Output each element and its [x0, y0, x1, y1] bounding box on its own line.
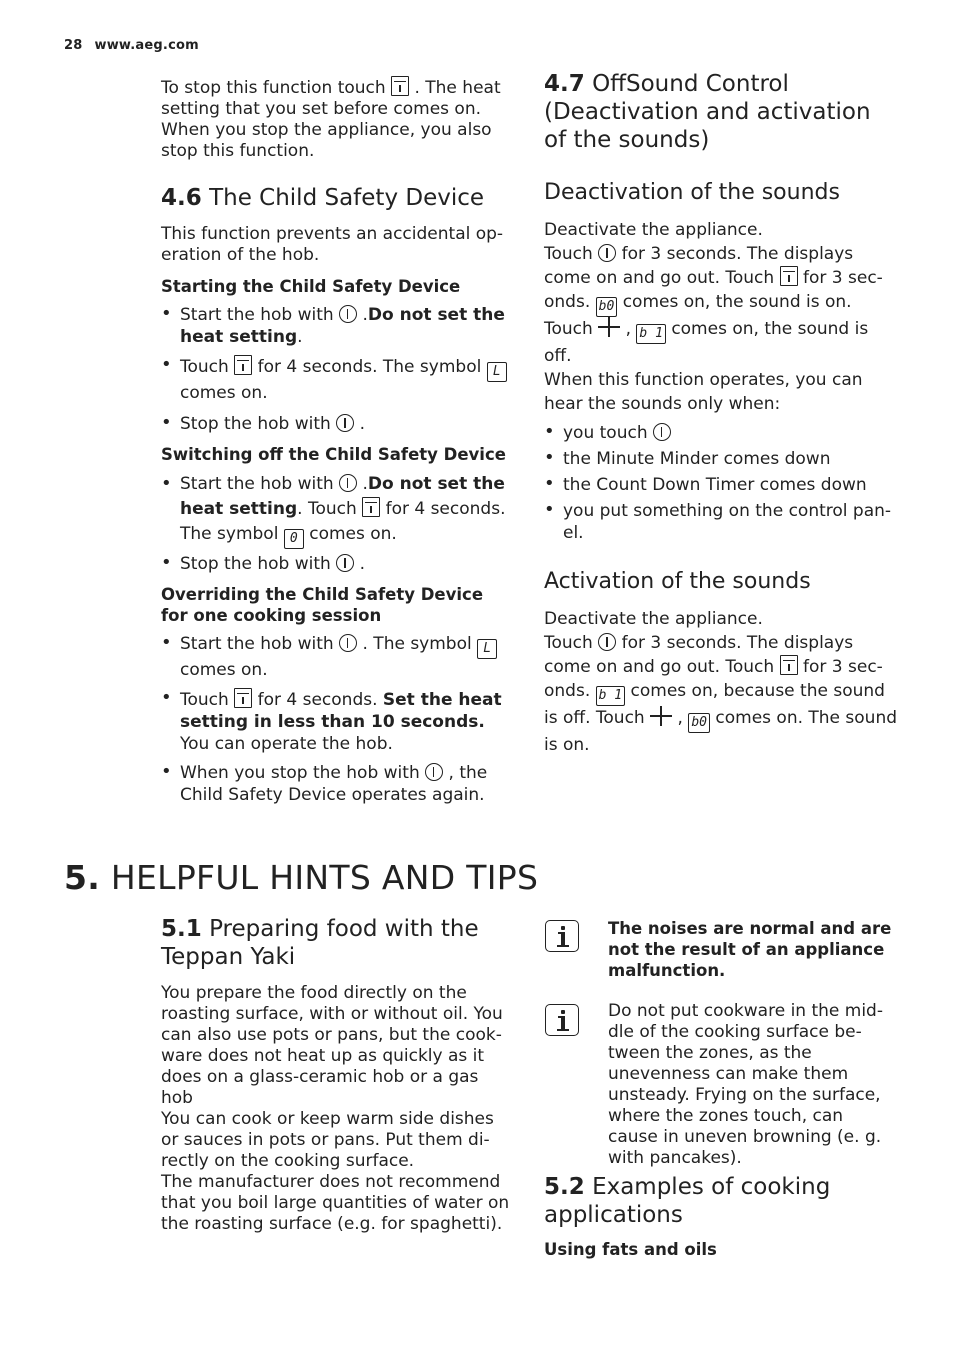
- plus-icon: [650, 706, 672, 726]
- lock-icon: [234, 355, 252, 375]
- section-4-7: [544, 70, 899, 757]
- override-heading: Overriding the Child Safety Device for one cooking session: [161, 585, 484, 625]
- lock-icon: [362, 497, 380, 517]
- list-item: • the Count Down Timer comes down: [544, 474, 899, 496]
- display-symbol-icon: b0: [596, 297, 618, 317]
- subheading: Using fats and oils: [544, 1240, 717, 1259]
- section-intro: This function prevents an accidental op-eration of the hob.: [161, 224, 504, 265]
- display-symbol-icon: 0: [284, 529, 304, 549]
- section-title: 5.1 Preparing food with the Teppan Yaki: [161, 916, 479, 970]
- list-item: • Touch for 4 seconds. The symbol L comes on.: [161, 355, 511, 404]
- start-list: [161, 304, 511, 435]
- list-item: • you touch: [544, 422, 899, 444]
- activation-heading: Activation of the sounds: [544, 569, 811, 594]
- activation-text: Deactivate the appliance. Touch for 3 seconds. The displays come on and go out. Touch for 3 sec-onds. b 1 comes on, because the sound is off. Touch , b0 comes on. The sound is on.: [544, 609, 898, 755]
- power-icon: [653, 423, 671, 441]
- list-item: • the Minute Minder comes down: [544, 448, 899, 470]
- power-icon: [339, 474, 357, 492]
- off-list: [161, 472, 511, 575]
- display-symbol-icon: b0: [688, 713, 710, 733]
- list-item: • Touch for 4 seconds. Set the heat setting in less than 10 seconds. You can operate the hob.: [161, 688, 511, 755]
- info-icon: [545, 1004, 579, 1036]
- list-item: • Start the hob with .Do not set the heat setting. Touch for 4 seconds. The symbol 0 comes on.: [161, 472, 511, 549]
- display-symbol-icon: L: [477, 639, 497, 659]
- display-symbol-icon: b 1: [596, 686, 625, 706]
- left-column: [161, 76, 511, 162]
- display-symbol-icon: b 1: [636, 324, 665, 344]
- list-item: • Start the hob with . The symbol L comes on.: [161, 633, 511, 681]
- lock-icon: [391, 76, 409, 96]
- list-item: • you put something on the control pan-el.: [544, 500, 899, 544]
- list-item: • Start the hob with .Do not set the heat setting.: [161, 304, 511, 348]
- deactivation-text: Deactivate the appliance. Touch for 3 seconds. The displays come on and go out. Touch for 3 sec-onds. b0 comes on, the sound is on. Touch , b 1 comes on, the sound is off. When this function operates, you can hear the sounds only when:: [544, 220, 883, 414]
- plus-icon: [598, 317, 620, 337]
- paragraph: The manufacturer does not recommend that you boil large quantities of water on the roasting surface (e.g. for spaghetti).: [161, 1172, 510, 1234]
- deactivation-heading: Deactivation of the sounds: [544, 180, 840, 205]
- start-heading: Starting the Child Safety Device: [161, 277, 461, 296]
- power-icon: [336, 554, 354, 572]
- off-heading: Switching off the Child Safety Device: [161, 445, 506, 464]
- power-icon: [339, 634, 357, 652]
- list-item: • Stop the hob with .: [161, 413, 511, 435]
- section-title: 4.6 The Child Safety Device: [161, 185, 485, 211]
- section-title: 5.2 Examples of cooking applications: [544, 1174, 831, 1228]
- power-icon: [598, 633, 616, 651]
- power-icon: [339, 305, 357, 323]
- power-icon: [336, 414, 354, 432]
- chapter-title: 5. HELPFUL HINTS AND TIPS: [64, 858, 539, 897]
- list-item: • When you stop the hob with , the Child Safety Device operates again.: [161, 762, 511, 806]
- power-icon: [425, 763, 443, 781]
- section-title: 4.7 OffSound Control (Deactivation and activation of the sounds): [544, 71, 871, 153]
- lock-icon: [780, 266, 798, 286]
- deactivation-list: [544, 422, 899, 544]
- display-symbol-icon: L: [487, 362, 507, 382]
- page-number: 28: [64, 38, 83, 53]
- site-url: www.aeg.com: [94, 38, 199, 53]
- section-5-1: [161, 915, 511, 1235]
- paragraph: You prepare the food directly on the roasting surface, with or without oil. You can also use pots or pans, but the cook-ware does not heat up as quickly as it does on a glass-ceramic hob or a gas hob: [161, 983, 503, 1108]
- section-4-6: [161, 184, 511, 806]
- section-5-2: [544, 1173, 894, 1260]
- power-icon: [598, 244, 616, 262]
- info-note-1: The noises are normal and are not the result of an appliance malfunction.: [608, 919, 892, 980]
- paragraph: You can cook or keep warm side dishes or sauces in pots or pans. Put them di-rectly on the cooking surface.: [161, 1109, 494, 1171]
- lock-icon: [234, 688, 252, 708]
- info-icon: [545, 920, 579, 952]
- info-note-2: Do not put cookware in the mid-dle of the cooking surface be-tween the zones, as the unevenness can make them unsteady. Frying on the surface, where the zones touch, can cause in uneven browning (e. g. with pancakes).: [608, 1001, 883, 1168]
- page-header: [64, 38, 199, 53]
- intro-paragraph: To stop this function touch . The heat setting that you set before comes on. When you stop the appliance, you also stop this function.: [161, 78, 501, 161]
- list-item: • Stop the hob with .: [161, 553, 511, 575]
- override-list: [161, 633, 511, 806]
- lock-icon: [780, 655, 798, 675]
